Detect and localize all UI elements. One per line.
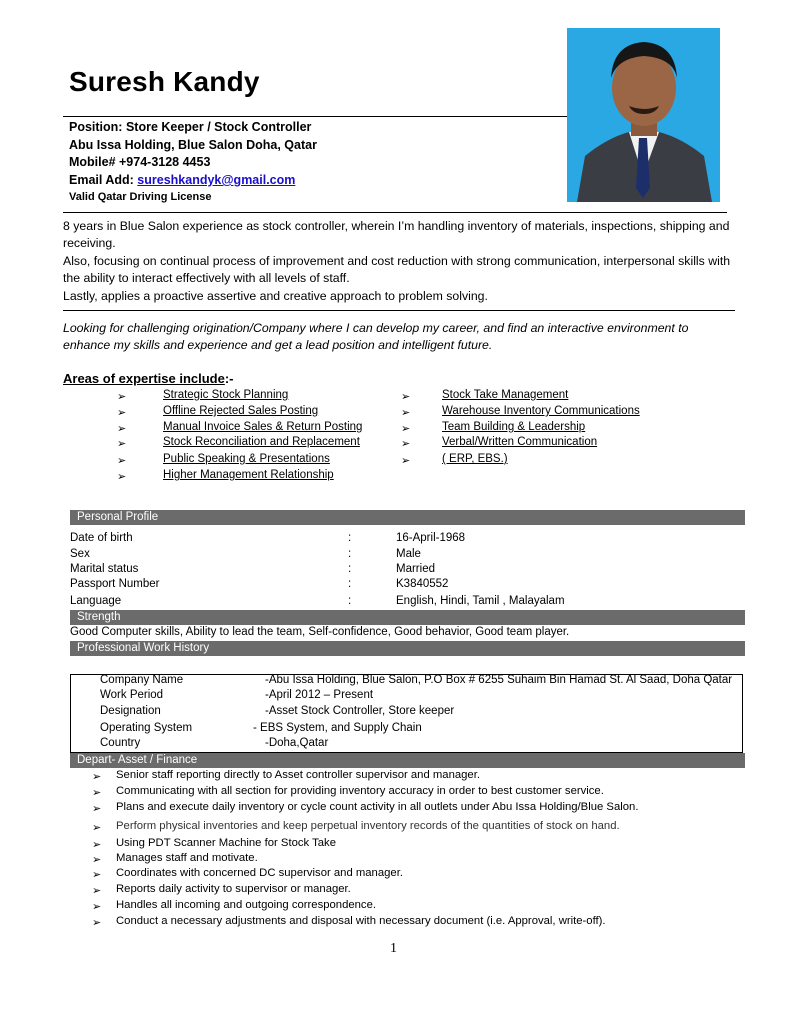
work-history-header: Professional Work History — [70, 641, 745, 656]
license-line: Valid Qatar Driving License — [69, 191, 212, 203]
arrow-bullet-icon: ➢ — [401, 455, 411, 467]
summary-paragraph-1: 8 years in Blue Salon experience as stock controller, wherein I’m handling inventory of materials, inspections, shipping and receiving. — [63, 219, 730, 250]
arrow-bullet-icon: ➢ — [401, 438, 411, 450]
expertise-title-suffix: :- — [224, 371, 234, 386]
profile-value: Male — [396, 548, 421, 560]
summary-paragraph-2: Also, focusing on continual process of improvement and cost reduction with strong communication, interpersonal skills with the ability to interact effectively with all levels of staff. — [63, 254, 731, 285]
arrow-bullet-icon: ➢ — [92, 839, 102, 851]
objective-text: Looking for challenging origination/Company where I can develop my career, and find an interactive environment to enhance my skills and experience and get a lead position and intelligent future. — [63, 321, 689, 352]
work-label: Operating System — [100, 722, 193, 734]
duty-item: Senior staff reporting directly to Asset controller supervisor and manager. — [116, 769, 480, 781]
duty-item: Using PDT Scanner Machine for Stock Take — [116, 837, 336, 849]
arrow-bullet-icon: ➢ — [92, 901, 102, 913]
profile-colon: : — [348, 595, 352, 607]
expertise-title-text: Areas of expertise include — [63, 371, 225, 386]
profile-colon: : — [348, 578, 352, 590]
arrow-bullet-icon: ➢ — [401, 407, 411, 419]
email-link[interactable]: sureshkandyk@gmail.com — [137, 173, 296, 187]
profile-colon: : — [348, 532, 352, 544]
position-line: Position: Store Keeper / Stock Controller — [69, 120, 312, 134]
expertise-title — [63, 371, 234, 386]
work-label: Company Name — [100, 674, 184, 686]
work-label: Country — [100, 737, 141, 749]
company-line: Abu Issa Holding, Blue Salon Doha, Qatar — [69, 138, 317, 152]
work-label: Designation — [100, 705, 161, 717]
portrait-illustration — [567, 28, 720, 202]
profile-label: Sex — [70, 548, 90, 560]
arrow-bullet-icon: ➢ — [117, 438, 127, 450]
duty-item: Plans and execute daily inventory or cycle count activity in all outlets under Abu Issa Holding/Blue Salon. — [116, 801, 639, 813]
duty-item: Handles all incoming and outgoing correspondence. — [116, 899, 376, 911]
arrow-bullet-icon: ➢ — [401, 391, 411, 403]
profile-value: 16-April-1968 — [396, 532, 466, 544]
arrow-bullet-icon: ➢ — [117, 471, 127, 483]
duty-item: Conduct a necessary adjustments and disposal with necessary document (i.e. Approval, write-off). — [116, 915, 606, 927]
personal-profile-header: Personal Profile — [70, 510, 745, 525]
work-value: -Asset Stock Controller, Store keeper — [265, 705, 455, 717]
profile-value: Married — [396, 563, 435, 575]
expertise-item: Stock Take Management — [442, 389, 569, 401]
expertise-item: ( ERP, EBS.) — [442, 453, 508, 465]
work-value: -Abu Issa Holding, Blue Salon, P.O Box # 6255 Suhaim Bin Hamad St. Al Saad, Doha Qatar — [265, 674, 733, 686]
duty-item: Coordinates with concerned DC supervisor and manager. — [116, 867, 403, 879]
strength-text: Good Computer skills, Ability to lead the team, Self-confidence, Good behavior, Good team player. — [70, 626, 570, 638]
email-label: Email Add: — [69, 173, 138, 187]
profile-value: K3840552 — [396, 578, 449, 590]
header-rule — [63, 116, 567, 117]
expertise-item: Team Building & Leadership — [442, 421, 586, 433]
arrow-bullet-icon: ➢ — [117, 391, 127, 403]
email-line — [69, 173, 295, 187]
profile-colon: : — [348, 563, 352, 575]
profile-label: Passport Number — [70, 578, 160, 590]
expertise-item: Public Speaking & Presentations — [163, 453, 330, 465]
summary-top-rule — [63, 212, 727, 213]
profile-label: Date of birth — [70, 532, 133, 544]
work-value: -Doha,Qatar — [265, 737, 329, 749]
duty-item: Perform physical inventories and keep perpetual inventory records of the quantities of stock on hand. — [116, 820, 620, 832]
arrow-bullet-icon: ➢ — [92, 787, 102, 799]
arrow-bullet-icon: ➢ — [401, 423, 411, 435]
work-value: - EBS System, and Supply Chain — [253, 722, 422, 734]
candidate-name: Suresh Kandy — [69, 66, 260, 97]
arrow-bullet-icon: ➢ — [92, 822, 102, 834]
expertise-item: Verbal/Written Communication — [442, 436, 598, 448]
arrow-bullet-icon: ➢ — [117, 407, 127, 419]
summary-paragraph-3: Lastly, applies a proactive assertive and creative approach to problem solving. — [63, 289, 488, 303]
arrow-bullet-icon: ➢ — [92, 803, 102, 815]
expertise-item: Higher Management Relationship — [163, 469, 334, 481]
expertise-item: Stock Reconciliation and Replacement — [163, 436, 360, 448]
page-number: 1 — [390, 941, 397, 956]
summary-bottom-rule — [63, 310, 735, 311]
profile-label: Marital status — [70, 563, 139, 575]
profile-label: Language — [70, 595, 122, 607]
profile-photo — [567, 28, 720, 202]
arrow-bullet-icon: ➢ — [117, 423, 127, 435]
arrow-bullet-icon: ➢ — [92, 854, 102, 866]
work-value: -April 2012 – Present — [265, 689, 374, 701]
duty-item: Reports daily activity to supervisor or manager. — [116, 883, 351, 895]
profile-colon: : — [348, 548, 352, 560]
arrow-bullet-icon: ➢ — [92, 917, 102, 929]
expertise-item: Strategic Stock Planning — [163, 389, 289, 401]
expertise-item: Warehouse Inventory Communications — [442, 405, 640, 417]
expertise-item: Manual Invoice Sales & Return Posting — [163, 421, 363, 433]
arrow-bullet-icon: ➢ — [92, 869, 102, 881]
duty-item: Manages staff and motivate. — [116, 852, 258, 864]
profile-value: English, Hindi, Tamil , Malayalam — [396, 595, 565, 607]
duty-item: Communicating with all section for providing inventory accuracy in order to best customer service. — [116, 785, 604, 797]
strength-header: Strength — [70, 610, 745, 625]
depart-header: Depart- Asset / Finance — [70, 753, 745, 768]
arrow-bullet-icon: ➢ — [117, 455, 127, 467]
arrow-bullet-icon: ➢ — [92, 771, 102, 783]
mobile-line: Mobile# +974-3128 4453 — [69, 155, 211, 169]
work-label: Work Period — [100, 689, 164, 701]
expertise-item: Offline Rejected Sales Posting — [163, 405, 319, 417]
arrow-bullet-icon: ➢ — [92, 885, 102, 897]
